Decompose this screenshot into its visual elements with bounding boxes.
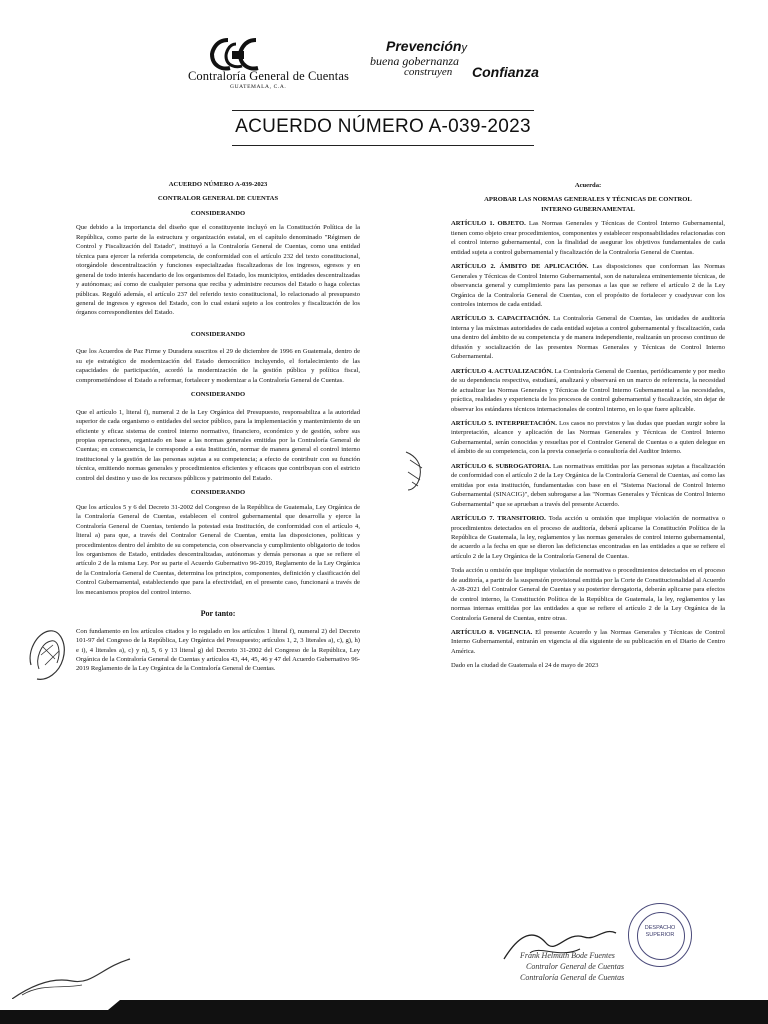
slogan-confianza: Confianza xyxy=(472,64,539,80)
title-rule-top xyxy=(232,110,534,111)
article-1-heading: ARTÍCULO 1. OBJETO. xyxy=(451,220,526,228)
signer-institution: Contraloría General de Cuentas xyxy=(520,973,625,982)
margin-seal-icon xyxy=(12,955,132,999)
article-6-text: Las normativas emitidas por las personas sujetas a fiscalización de conformidad con el artículo 2 de la Ley Orgánica de la Contraloría General de Cuentas, así como las emitidas por esta institución, fundamentadas con base en el "Sistema Nacional de Control Interno Gubernamental (SINACIG)", deben subrogarse a las "Normas Generales y Técnicas de Control Interno Gubernamental" que se aprueban a través del presente Acuerdo. xyxy=(451,462,726,508)
considerando-heading-2: CONSIDERANDO xyxy=(190,330,246,338)
dated-line: Dado en la ciudad de Guatemala el 24 de mayo de 2023 xyxy=(451,662,599,670)
left-column xyxy=(76,180,360,674)
contralor-heading: CONTRALOR GENERAL DE CUENTAS xyxy=(157,195,279,203)
article-6-heading: ARTÍCULO 6. SUBROGATORIA. xyxy=(451,462,551,470)
considerando-paragraph-2: Que los Acuerdos de Paz Firme y Duradera suscritos el 29 de diciembre de 1996 en Guatemala, dentro de su eje estratégico de modernización del Estado democrático incluyendo, el fortalecimiento de las capacidades de participación, acordó la modernización de la gestión pública y política fiscal, comprometiéndose el Estado a reformar, fortalecer y modernizar a la Contraloría General de Cuentas. xyxy=(76,348,360,384)
considerando-heading-1: CONSIDERANDO xyxy=(190,209,246,217)
title-rule-bottom xyxy=(232,145,534,146)
signer-role: Contralor General de Cuentas xyxy=(526,962,624,971)
considerando-paragraph-1: Que debido a la importancia del diseño que el constituyente incluyó en la Constitución Política de la República, como parte de la estructura y organización estatal, en el capítulo denominado "Régimen de Control y Fiscalización del Estado", instituyó a la Contraloría General de Cuentas, como una entidad técnica para ejercer la referida competencia, de conformidad con el artículo 232 del texto constitucional, otorgándole descentralización y funciones especializadas fiscalizadoras de los ingresos, egresos y en general de todo interés hacendario de los organismos del Estado, los municipios, entidades descentralizadas y autónomas; así como de cualquier persona que reciba y administre recursos del Estado o haga colectas públicas. Reguló además, el artículo 237 del referido texto constitucional, lo relacionado al presupuesto general de ingresos y egresos del Estado, con lo cual estará sujeto a los controles y fiscalización de los órganos correspondientes del Estado. xyxy=(76,224,360,317)
considerando-heading-4: CONSIDERANDO xyxy=(190,489,246,497)
por-tanto-paragraph: Con fundamento en los artículos citados y lo regulado en los artículos 1 literal f), numeral 2) del Decreto 101-97 del Congreso de la República, Ley Orgánica del Presupuesto; artículos 1, 2, 3 literales a), c), g), h) e i), 4 literales a), c) y n), 5, 6 y 13 literal g) del Decreto 31-2002 del Congreso de la República, Ley Orgánica de la Contraloría General de Cuentas y artículos 43, 44, 45, 46 y 47 del Acuerdo Gubernativo 96-2019 Reglamento de la Ley Orgánica de la Contraloría General de Cuentas. xyxy=(76,627,360,673)
considerando-paragraph-4: Que los artículos 5 y 6 del Decreto 31-2002 del Congreso de la República de Guatemala, Ley Orgánica de la Contraloría General de Cuentas, establecen el control gubernamental que desarrolla y ejerce la Contraloría General de Cuentas, teniendo la potestad esta Institución, de conformidad con el artículo 4, literal a) para que, a través del Contralor General de Cuentas, emita las disposiciones, políticas y procedimientos dentro del ámbito de su competencia, con observancia y cumplimiento obligatorio de todos los organismos de Estado, entidades descentralizadas, autónomas y demás personas a que se refiere el artículo 2 de la misma Ley. Por su parte el Acuerdo Gubernativo 96-2019, Reglamento de la Ley Orgánica de la Contraloría General de Cuentas, determina los principios, componentes, definición y clasificación del Control Gubernamental, estableciendo que para la efectividad, en el presente caso, funcionará a través de los mecanismos propios del control interno. xyxy=(76,503,360,596)
signature-block xyxy=(500,895,740,995)
article-2 xyxy=(451,262,725,309)
right-column xyxy=(451,181,725,671)
article-8-text: El presente Acuerdo y las Normas Generales y Técnicas de Control Interno Gubernamental, entrarán en vigencia al día siguiente de su publicación en el Diario de Centro América. xyxy=(451,629,725,655)
institution-name: Contraloría General de Cuentas xyxy=(188,69,349,83)
considerando-heading-3: CONSIDERANDO xyxy=(190,391,246,399)
article-7-paragraph-2: Toda acción u omisión que implique violación de normativa o procedimientos detectados en el proceso de auditoría, a partir de la suspensión provisional emitida por la Corte de Constitucionalidad al Acuerdo A-28-2021 del Contralor General de Cuentas y su posterior derogatoria, deberán aplicarse para efectos de control interno, la Constitución Política de la República de Guatemala, la ley, reglamentos y las normas internas emitidas por las entidades a que se refiere el artículo 2 de la Ley Orgánica de la Contraloría General de Cuentas, entre otras. xyxy=(451,567,725,622)
stamp-text: DESPACHO SUPERIOR xyxy=(644,925,676,938)
aprobar-heading: APROBAR LAS NORMAS GENERALES Y TÉCNICAS DE CONTROL INTERNO GUBERNAMENTAL xyxy=(484,196,692,213)
cgc-emblem-icon xyxy=(208,36,278,72)
acuerdo-heading: ACUERDO NÚMERO A-039-2023 xyxy=(168,181,268,188)
article-4-heading: ARTÍCULO 4. ACTUALIZACIÓN. xyxy=(451,367,553,375)
slogan xyxy=(364,38,564,88)
por-tanto-heading: Por tanto: xyxy=(200,609,236,619)
article-2-heading: ARTÍCULO 2. ÁMBITO DE APLICACIÓN. xyxy=(451,263,589,271)
institution-location: GUATEMALA, C.A. xyxy=(230,84,287,90)
article-5 xyxy=(451,419,725,457)
article-8 xyxy=(451,628,725,656)
article-1 xyxy=(451,219,725,257)
article-1-text: Las Normas Generales y Técnicas de Control Interno Gubernamental, tienen como objeto crear procedimientos, componentes y establecer responsabilidades relacionadas con el control interno gubernamental, con la finalidad de asegurar los objetivos fundamentales de cada entidad sujeta a control gubernamental y fiscalización de la Contraloría General de Cuentas. xyxy=(451,220,726,256)
article-7-heading: ARTÍCULO 7. TRANSITORIO. xyxy=(451,515,546,523)
article-5-heading: ARTÍCULO 5. INTERPRETACIÓN. xyxy=(451,419,557,427)
acuerda-heading: Acuerda: xyxy=(574,182,602,189)
signer-name: Frank Helmuth Bode Fuentes xyxy=(520,951,615,960)
margin-seal-icon xyxy=(402,446,430,494)
slogan-gobernanza: buena gobernanza xyxy=(370,54,459,68)
slogan-prevencion: Prevencióny xyxy=(386,38,467,54)
article-3 xyxy=(451,314,725,361)
article-5-text: Los casos no previstos y las dudas que puedan surgir sobre la interpretación, alcance y aplicación de las Normas Generales y Técnicas de Control Interno Gubernamental, serán conocidas y resueltas por el Contralor General de Cuentas o a quien delegue en el ámbito de su competencia, con la previa consejería o consultoría del Auditor Interno. xyxy=(451,419,725,456)
article-6 xyxy=(451,462,725,509)
slogan-construyen: construyen xyxy=(404,66,453,78)
article-3-text: La Contraloría General de Cuentas, las unidades de auditoría interna y las máximas autoridades de cada entidad sujetas a control gubernamental y fiscalización, cada una dentro del ámbito de su competencia y de manera independiente, realizarán un proceso continuo de difusión y socialización de las presentes Normas Generales y Técnicas de Control Interno Gubernamental. xyxy=(451,315,725,361)
article-4 xyxy=(451,367,725,414)
article-3-heading: ARTÍCULO 3. CAPACITACIÓN. xyxy=(451,315,551,323)
margin-seal-icon xyxy=(25,625,69,687)
article-7-text: Toda acción u omisión que implique violación de normativa o procedimientos detectados en el proceso de auditoría, deberá aplicarse la Constitución Política de la República de Guatemala, la ley, reglamentos y las normas generales de control interno gubernamental, de acuerdo a la fecha en que se dieron las deficiencias encontradas en las entidades a que se refiere el artículo 2 de la Ley Orgánica de la Contraloría General de Cuentas. xyxy=(451,515,726,560)
article-4-text: La Contraloría General de Cuentas, periódicamente y por medio de su dependencia respectiva, estudiará, analizará y observará en un marco de referencia, la necesidad de actualizar las Normas Generales y Técnicas de Control Interno Gubernamental a las necesidades, práctica, realidades y experiencia de los procesos de control gubernamental y fiscalización, sin dejar de observar los estándares técnicos internacionales de control interno, en lo que fuere aplicable. xyxy=(451,367,725,413)
article-8-heading: ARTÍCULO 8. VIGENCIA. xyxy=(451,629,533,637)
cgc-logo xyxy=(188,36,358,94)
considerando-paragraph-3: Que el artículo 1, literal f), numeral 2 de la Ley Orgánica del Presupuesto, responsabiliza a la autoridad superior de cada organismo o entidades del sector público, para la implementación y mantenimiento de un eficiente y eficaz sistema de control interno normativo, financiero, económico y de gestión, sobre sus propias operaciones, organizado en base a las normas generales emitidas por la Contraloría General de Cuentas; en consecuencia, le corresponde a esta Institución, normar de manera general el control interno institucional y la gestión de las personas sujetas a su competencia; a efecto de contribuir con su función técnica, emitiendo normas generales y procedimientos eficientes y eficaces que contribuyan con el estricto control del destino y uso de los recursos públicos y patrimonio del Estado. xyxy=(76,408,360,482)
article-2-text: Las disposiciones que conforman las Normas Generales y Técnicas de Control Interno Gubernamental, son de naturaleza eminentemente técnicas, de observancia general y cumplimiento para las personas a las que se refiere el artículo 2 de la Ley Orgánica de la Contraloría General de Cuentas, con el propósito de fortalecer y coadyuvar con los controles internos de cada entidad. xyxy=(451,263,725,308)
document-title: ACUERDO NÚMERO A-039-2023 xyxy=(235,116,531,137)
article-7 xyxy=(451,514,725,561)
official-stamp xyxy=(628,903,692,967)
footer-bar xyxy=(0,1000,768,1024)
